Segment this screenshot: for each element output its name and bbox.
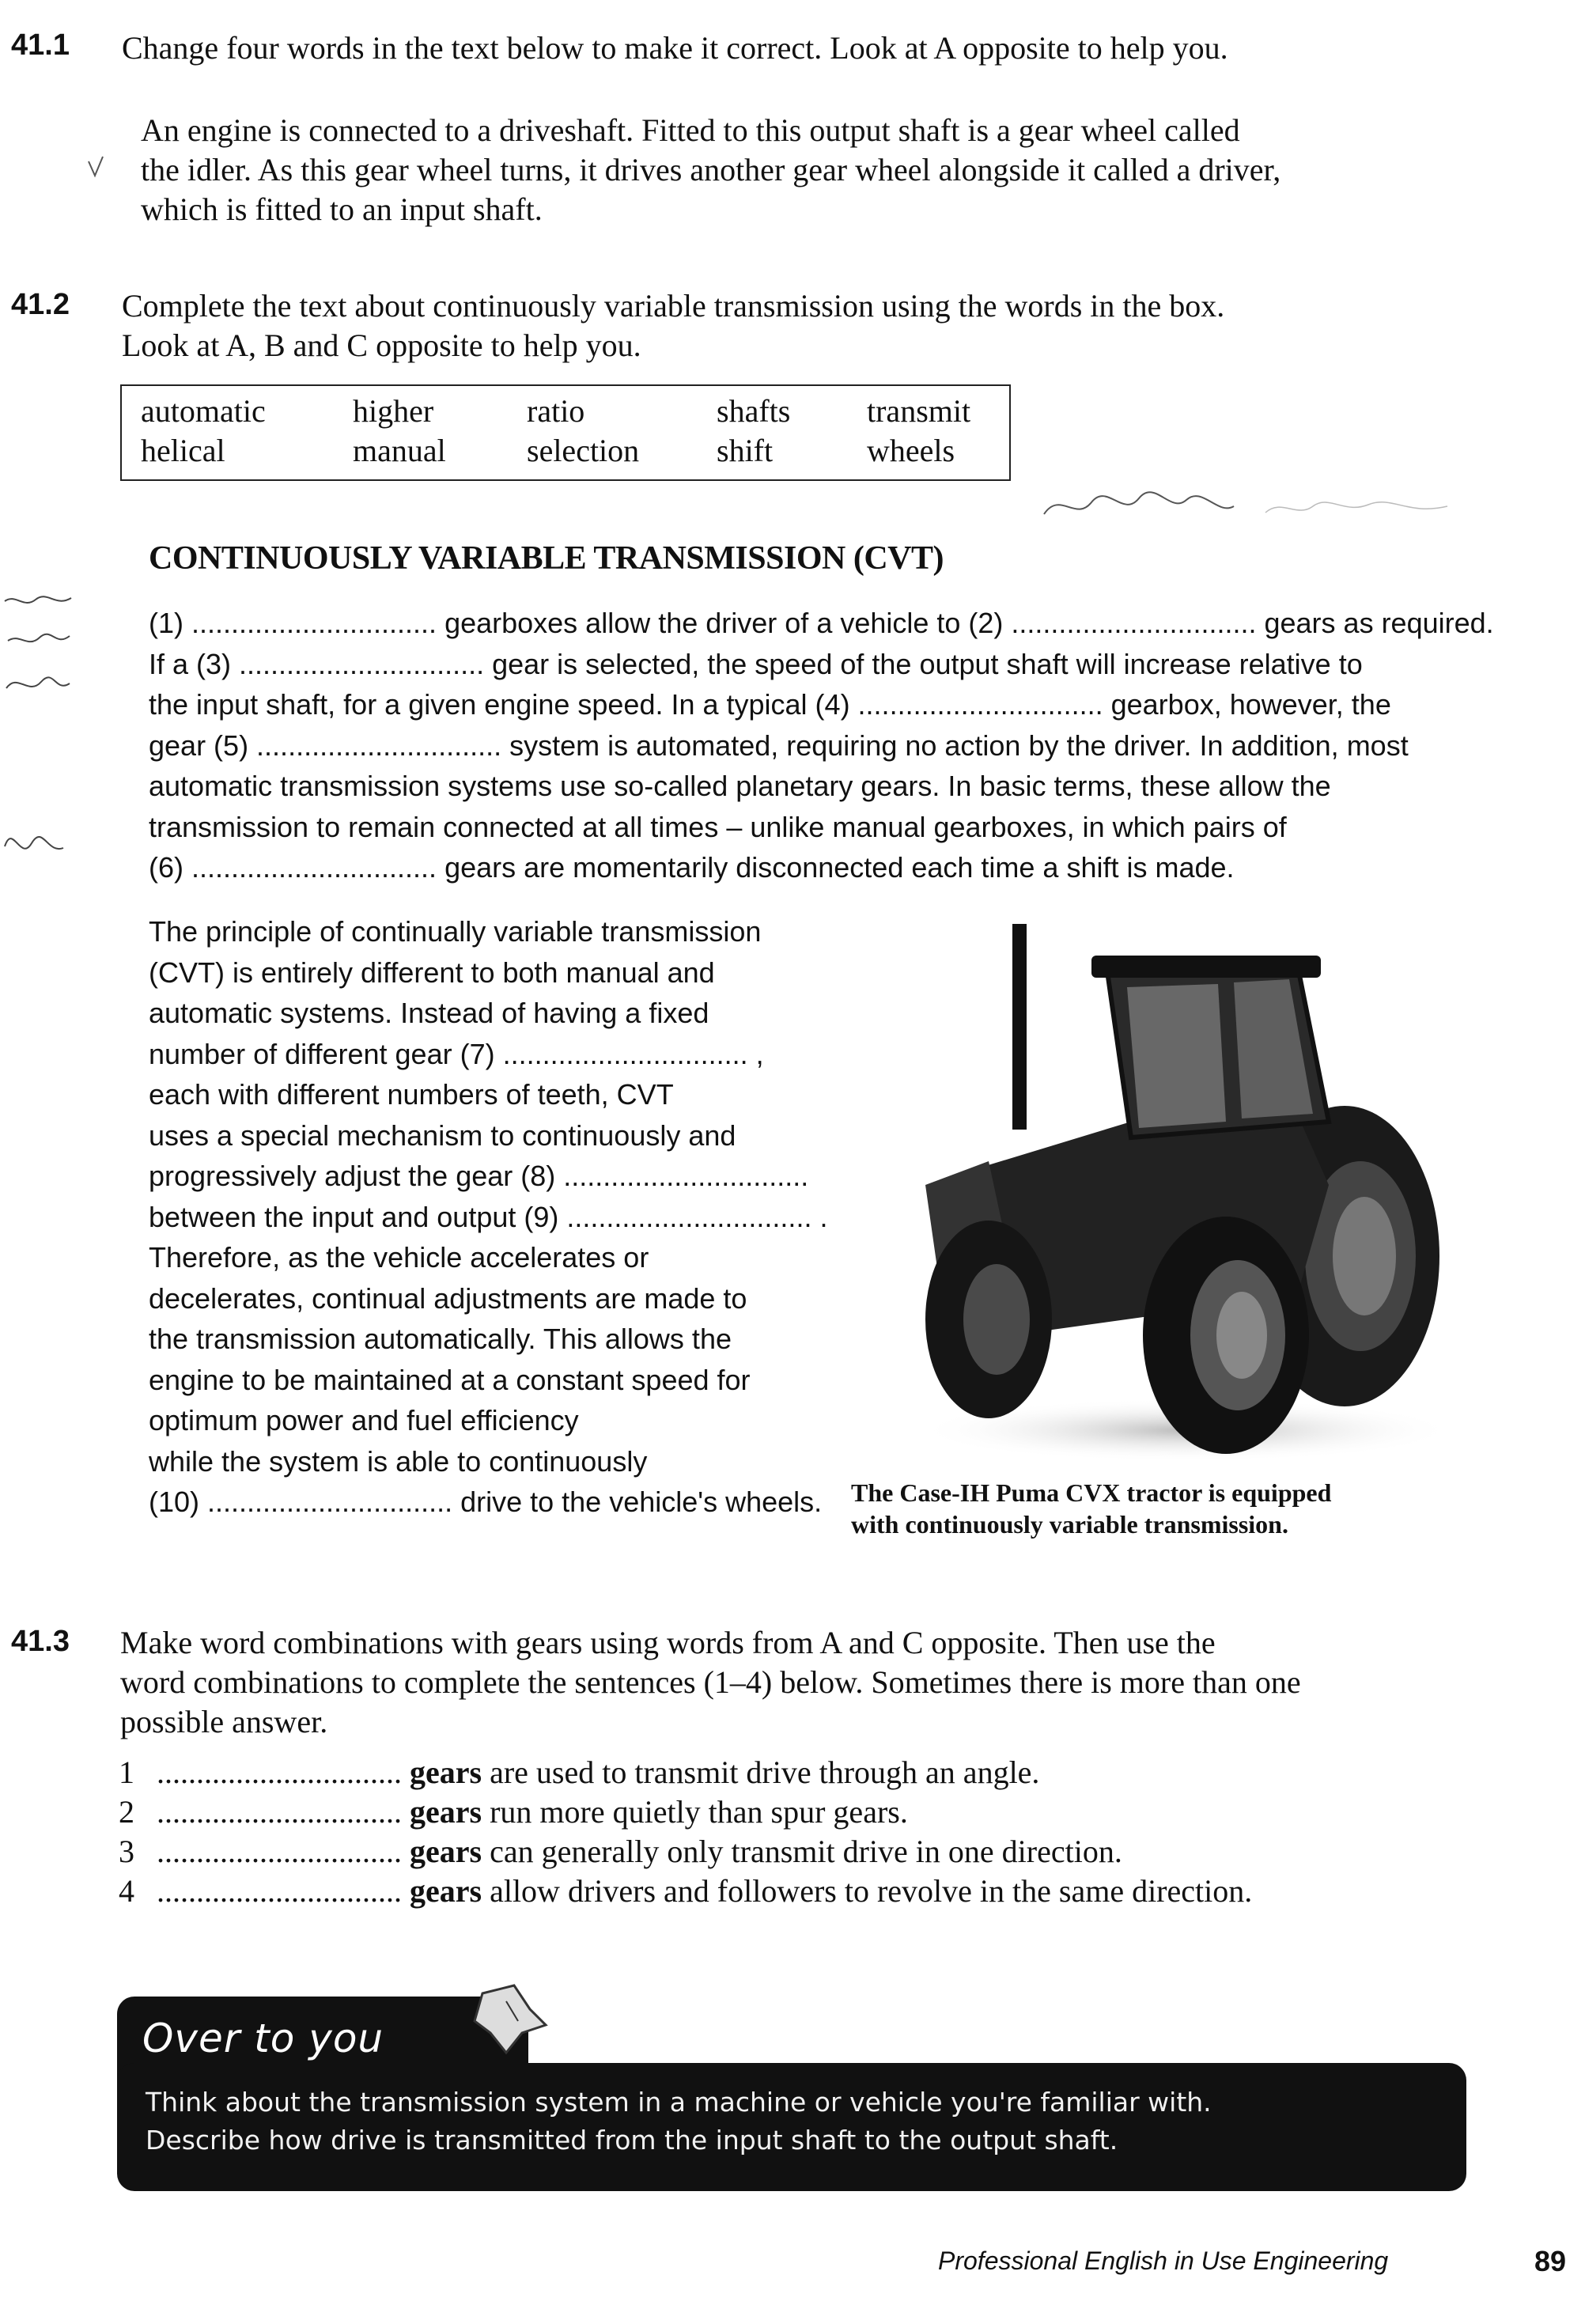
text-line: the transmission automatically. This allows the	[149, 1323, 732, 1355]
item-number: 1	[119, 1754, 134, 1790]
text-line: The principle of continually variable transmission	[149, 915, 762, 948]
exercise-41-3-items	[119, 1753, 1252, 1911]
book-title: Professional English in Use Engineering	[938, 2246, 1389, 2275]
text-line: which is fitted to an input shaft.	[141, 191, 543, 227]
exercise-number-41-3: 41.3	[11, 1625, 70, 1658]
text-line: progressively adjust the gear (8) ...............................	[149, 1160, 809, 1192]
keyword: gears	[410, 1794, 482, 1830]
instruction-line: possible answer.	[120, 1704, 328, 1739]
tick-mark-icon	[87, 155, 106, 179]
text-line: uses a special mechanism to continuously and	[149, 1118, 736, 1152]
keyword: gears	[410, 1873, 482, 1909]
handwritten-scribble	[1036, 475, 1479, 530]
text-line: (6) ............................... gears are momentarily disconnected each time a shift is made.	[149, 851, 1235, 884]
text-line: If a (3) ............................... gear is selected, the speed of the output shaft will increase relative to	[149, 647, 1363, 680]
answer-blank[interactable]: ...............................	[157, 1794, 402, 1830]
caption-line: with continuously variable transmission.	[851, 1510, 1288, 1539]
over-to-you-line: Describe how drive is transmitted from the input shaft to the output shaft.	[146, 2125, 1118, 2156]
instruction-line: Make word combinations with gears using words from A and C opposite. Then use the	[120, 1625, 1216, 1660]
page-number: 89	[1534, 2245, 1567, 2277]
text-line: number of different gear (7) ............................... ,	[149, 1037, 764, 1070]
item-text: allow drivers and followers to revolve in the same direction.	[490, 1873, 1253, 1909]
item-number: 2	[119, 1794, 134, 1830]
exercise-41-2-instruction	[122, 286, 1224, 365]
answer-blank[interactable]: ...............................	[157, 1834, 402, 1869]
cvt-paragraph-1	[149, 603, 1494, 888]
over-to-you-title: Over to you	[142, 2016, 384, 2061]
text-line: automatic systems. Instead of having a fixed	[149, 997, 709, 1029]
text-line: the input shaft, for a given engine speed. In a typical (4) ............................... gearbox, however, the	[149, 688, 1391, 721]
exercise-number-41-2: 41.2	[11, 288, 70, 321]
text-line: automatic transmission systems use so-called planetary gears. In basic terms, these allow the	[149, 770, 1331, 802]
word-box-word: selection	[527, 433, 640, 468]
word-box-word: ratio	[527, 393, 585, 429]
item-text: run more quietly than spur gears.	[490, 1794, 908, 1830]
text-line: between the input and output (9) ............................... .	[149, 1200, 828, 1233]
caption-line: The Case-IH Puma CVX tractor is equipped	[851, 1478, 1332, 1507]
over-to-you-text	[146, 2084, 1212, 2159]
word-box-word: shift	[717, 433, 774, 468]
word-box-word: automatic	[141, 393, 266, 429]
instruction-line: Complete the text about continuously variable transmission using the words in the box.	[122, 288, 1225, 324]
instruction-line: word combinations to complete the sentences (1–4) below. Sometimes there is more than one	[120, 1664, 1301, 1700]
word-box-word: transmit	[867, 393, 971, 429]
item-number: 3	[119, 1834, 134, 1869]
item-number: 4	[119, 1873, 134, 1909]
word-box-word: higher	[353, 393, 434, 429]
list-item	[119, 1832, 1252, 1872]
list-item	[119, 1792, 1252, 1832]
text-line: Therefore, as the vehicle accelerates or	[149, 1241, 649, 1274]
text-line: gear (5) ............................... system is automated, requiring no action by the driver. In addition, most	[149, 729, 1409, 762]
exercise-number-41-1: 41.1	[11, 28, 70, 62]
item-text: are used to transmit drive through an angle.	[490, 1754, 1040, 1790]
word-box-word: manual	[353, 433, 446, 468]
word-box-word: shafts	[717, 393, 791, 429]
word-box	[120, 384, 1011, 481]
text-line: engine to be maintained at a constant speed for	[149, 1363, 751, 1396]
keyword: gears	[410, 1834, 482, 1869]
tractor-image	[854, 924, 1455, 1470]
pointing-hand-icon	[459, 1978, 554, 2065]
text-line: (10) ............................... drive to the vehicle's wheels.	[149, 1486, 823, 1518]
exercise-41-1-text	[141, 111, 1280, 229]
item-text: can generally only transmit drive in one direction.	[490, 1834, 1122, 1869]
over-to-you-line: Think about the transmission system in a machine or vehicle you're familiar with.	[146, 2087, 1212, 2118]
exercise-41-3-instruction	[120, 1623, 1301, 1742]
text-line: decelerates, continual adjustments are made to	[149, 1281, 747, 1315]
text-line: while the system is able to continuously	[149, 1444, 648, 1478]
section-heading: CONTINUOUSLY VARIABLE TRANSMISSION (CVT)	[149, 540, 944, 577]
answer-blank[interactable]: ...............................	[157, 1754, 402, 1790]
text-line: An engine is connected to a driveshaft. Fitted to this output shaft is a gear wheel called	[141, 112, 1240, 148]
image-caption	[851, 1477, 1452, 1540]
instruction-line: Look at A, B and C opposite to help you.	[122, 327, 641, 363]
text-line: each with different numbers of teeth, CVT	[149, 1078, 674, 1111]
keyword: gears	[410, 1754, 482, 1790]
exercise-41-1-instruction: Change four words in the text below to make it correct. Look at A opposite to help you.	[122, 30, 1228, 66]
text-line: the idler. As this gear wheel turns, it drives another gear wheel alongside it called a driver,	[141, 152, 1281, 187]
text-line: transmission to remain connected at all times – unlike manual gearboxes, in which pairs of	[149, 810, 1287, 843]
handwritten-margin-notes	[0, 585, 79, 886]
word-box-word: wheels	[867, 433, 955, 468]
text-line: (1) ............................... gearboxes allow the driver of a vehicle to (2) ............................... gears as required.	[149, 607, 1494, 639]
text-line: (CVT) is entirely different to both manual and	[149, 956, 715, 989]
word-box-word: helical	[141, 433, 225, 468]
text-line: optimum power and fuel efficiency	[149, 1404, 579, 1436]
answer-blank[interactable]: ...............................	[157, 1873, 402, 1909]
cvt-paragraph-2	[149, 911, 827, 1523]
list-item	[119, 1753, 1252, 1792]
list-item	[119, 1872, 1252, 1911]
